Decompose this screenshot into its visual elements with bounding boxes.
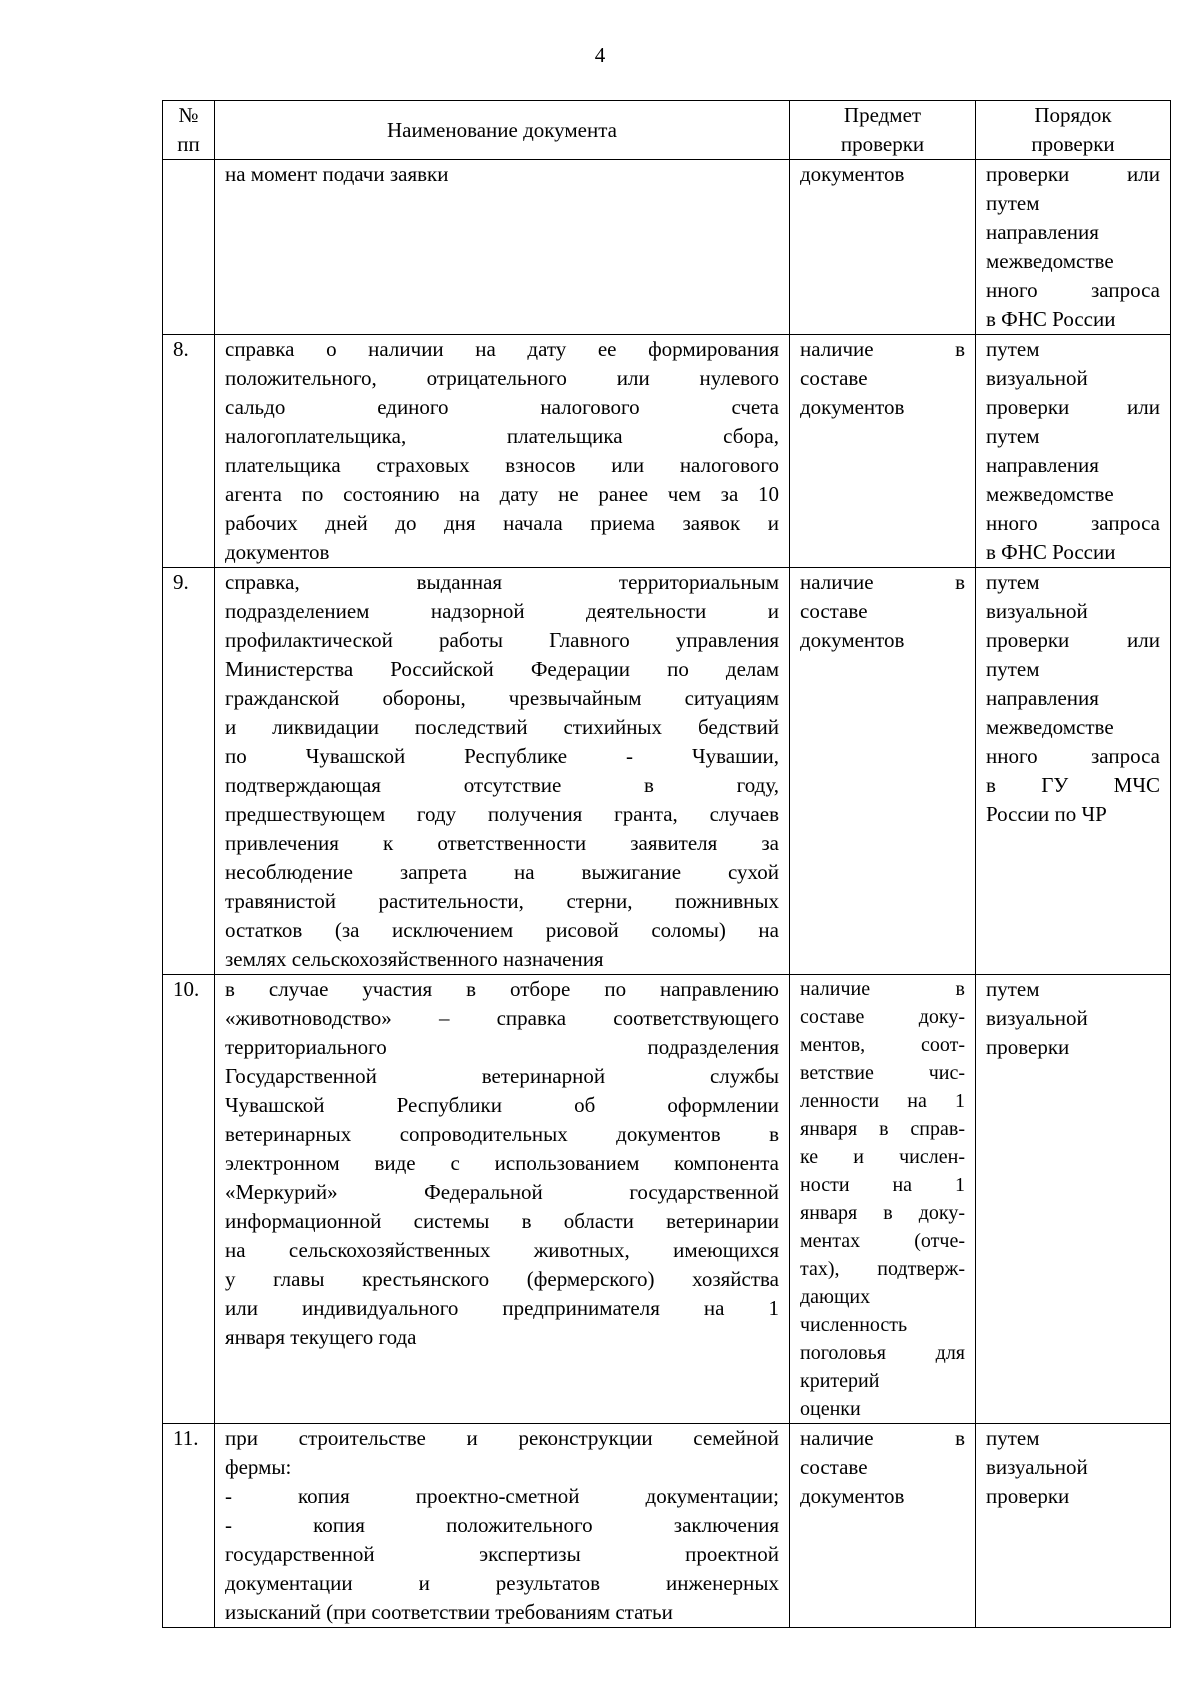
check-subject-line: ментов, соот- — [800, 1034, 965, 1056]
document-name-line: справка о наличии на дату ее формирования — [225, 337, 779, 361]
check-subject-line: января в справ- — [800, 1118, 965, 1140]
header-document-name — [215, 101, 790, 160]
check-order-line: проверки или — [986, 395, 1160, 419]
document-name-line: на момент подачи заявки — [225, 162, 449, 186]
document-name-line: государственной экспертизы проектной — [225, 1542, 779, 1566]
row-number: 11. — [163, 1424, 215, 1628]
check-subject-line: составе — [800, 366, 868, 390]
check-order-line: визуальной — [986, 366, 1088, 390]
document-name-line: плательщика страховых взносов или налогового — [225, 453, 779, 477]
check-subject-line: наличие в — [800, 1426, 965, 1450]
check-subject-line: января в доку- — [800, 1202, 965, 1224]
check-subject-cell — [790, 335, 976, 568]
table-row — [163, 1424, 1171, 1628]
document-name-line: у главы крестьянского (фермерского) хозяйства — [225, 1267, 779, 1291]
document-name-line: электронном виде с использованием компонента — [225, 1151, 779, 1175]
check-subject-line: наличие в — [800, 337, 965, 361]
header-check-order — [976, 101, 1171, 160]
check-order-line: нного запроса — [986, 511, 1160, 535]
check-order-line: путем — [986, 424, 1040, 448]
check-order-line: проверки или — [986, 628, 1160, 652]
check-order-line: путем — [986, 191, 1040, 215]
document-name-line: документов — [225, 540, 330, 564]
header-order-line: Порядок — [1034, 103, 1112, 127]
check-order-line: направления — [986, 453, 1099, 477]
document-name-line: гражданской обороны, чрезвычайным ситуациям — [225, 686, 779, 710]
document-name-line: и ликвидации последствий стихийных бедствий — [225, 715, 779, 739]
check-subject-line: составе — [800, 1455, 868, 1479]
check-subject-line: наличие в — [800, 570, 965, 594]
table-header-row — [163, 101, 1171, 160]
check-order-cell — [976, 568, 1171, 975]
header-document-name-text: Наименование документа — [387, 117, 617, 142]
document-name-line: положительного, отрицательного или нулевого — [225, 366, 779, 390]
check-order-cell — [976, 975, 1171, 1424]
header-number-line: пп — [177, 132, 200, 156]
document-name-line: изысканий (при соответствии требованиям статьи — [225, 1600, 673, 1624]
header-order-line: проверки — [1031, 132, 1115, 156]
check-order-cell — [976, 335, 1171, 568]
check-order-line: межведомстве — [986, 249, 1114, 273]
document-name-line: сальдо единого налогового счета — [225, 395, 779, 419]
document-name-line: информационной системы в области ветеринарии — [225, 1209, 779, 1233]
check-subject-cell — [790, 975, 976, 1424]
check-subject-cell — [790, 1424, 976, 1628]
check-order-line: нного запроса — [986, 744, 1160, 768]
document-name-cell — [215, 975, 790, 1424]
document-name-line: землях сельскохозяйственного назначения — [225, 947, 604, 971]
table-row — [163, 335, 1171, 568]
check-order-line: проверки — [986, 1484, 1070, 1508]
document-name-line: Министерства Российской Федерации по делам — [225, 657, 779, 681]
check-subject-line: оценки — [800, 1398, 861, 1420]
document-name-cell — [215, 160, 790, 335]
document-check-table — [162, 100, 1171, 1628]
check-subject-line: документов — [800, 395, 905, 419]
check-subject-line: поголовья для — [800, 1342, 965, 1364]
check-order-line: визуальной — [986, 1455, 1088, 1479]
document-name-line: рабочих дней до дня начала приема заявок и — [225, 511, 779, 535]
header-subject-line: проверки — [840, 132, 925, 156]
check-subject-cell — [790, 160, 976, 335]
document-name-line: травянистой растительности, стерни, пожнивных — [225, 889, 779, 913]
check-subject-line: дающих — [800, 1286, 871, 1308]
header-check-subject — [790, 101, 976, 160]
table-row — [163, 568, 1171, 975]
document-name-line: при строительстве и реконструкции семейной — [225, 1426, 779, 1450]
check-subject-line: составе — [800, 599, 868, 623]
document-name-line: или индивидуального предпринимателя на 1 — [225, 1296, 779, 1320]
table-row — [163, 975, 1171, 1424]
document-name-cell — [215, 1424, 790, 1628]
check-order-line: в ФНС России — [986, 307, 1116, 331]
check-order-line: путем — [986, 570, 1040, 594]
document-name-line: «животноводство» – справка соответствующего — [225, 1006, 779, 1030]
document-name-line: налогоплательщика, плательщика сбора, — [225, 424, 779, 448]
document-name-line: ветеринарных сопроводительных документов в — [225, 1122, 779, 1146]
document-name-line: Государственной ветеринарной службы — [225, 1064, 779, 1088]
document-name-line: справка, выданная территориальным — [225, 570, 779, 594]
check-order-line: межведомстве — [986, 482, 1114, 506]
check-subject-line: ветствие чис- — [800, 1062, 965, 1084]
check-subject-line: критерий — [800, 1370, 880, 1392]
check-order-line: проверки или — [986, 162, 1160, 186]
check-order-line: межведомстве — [986, 715, 1114, 739]
check-order-cell — [976, 1424, 1171, 1628]
table-row — [163, 160, 1171, 335]
row-number: 9. — [163, 568, 215, 975]
check-order-line: путем — [986, 337, 1040, 361]
check-order-cell — [976, 160, 1171, 335]
document-name-cell — [215, 568, 790, 975]
document-name-line: территориального подразделения — [225, 1035, 779, 1059]
check-subject-line: наличие в — [800, 978, 965, 1000]
header-number-line: № — [178, 103, 199, 127]
check-subject-line: ментах (отче- — [800, 1230, 965, 1252]
check-order-line: нного запроса — [986, 278, 1160, 302]
check-order-line: России по ЧР — [986, 802, 1107, 826]
document-name-line: агента по состоянию на дату не ранее чем за 10 — [225, 482, 779, 506]
page-number: 4 — [594, 43, 606, 67]
document-name-line: остатков (за исключением рисовой соломы) на — [225, 918, 779, 942]
check-order-line: путем — [986, 657, 1040, 681]
check-order-line: в ГУ МЧС — [986, 773, 1160, 797]
document-name-line: по Чувашской Республике - Чувашии, — [225, 744, 779, 768]
row-number — [163, 160, 215, 335]
check-order-line: направления — [986, 686, 1099, 710]
document-name-line: предшествующем году получения гранта, случаев — [225, 802, 779, 826]
document-name-line: января текущего года — [225, 1325, 417, 1349]
check-order-line: путем — [986, 1426, 1040, 1450]
document-name-line: подразделением надзорной деятельности и — [225, 599, 779, 623]
check-subject-line: тах), подтверж- — [800, 1258, 965, 1280]
document-name-line: профилактической работы Главного управления — [225, 628, 779, 652]
check-subject-line: документов — [800, 162, 905, 186]
document-name-line: привлечения к ответственности заявителя за — [225, 831, 779, 855]
check-order-line: визуальной — [986, 599, 1088, 623]
document-name-line: подтверждающая отсутствие в году, — [225, 773, 779, 797]
document-name-cell — [215, 335, 790, 568]
check-subject-line: численность — [800, 1314, 908, 1336]
document-name-line: фермы: — [225, 1455, 292, 1479]
check-subject-line: документов — [800, 1484, 905, 1508]
check-order-line: визуальной — [986, 1006, 1088, 1030]
header-number — [163, 101, 215, 160]
document-name-line: документации и результатов инженерных — [225, 1571, 779, 1595]
check-order-line: проверки — [986, 1035, 1070, 1059]
check-order-line: путем — [986, 977, 1040, 1001]
check-subject-cell — [790, 568, 976, 975]
document-name-line: «Меркурий» Федеральной государственной — [225, 1180, 779, 1204]
document-name-line: Чувашской Республики об оформлении — [225, 1093, 779, 1117]
check-order-line: в ФНС России — [986, 540, 1116, 564]
document-name-line: - копия положительного заключения — [225, 1513, 779, 1537]
check-subject-line: составе доку- — [800, 1006, 965, 1028]
check-subject-line: документов — [800, 628, 905, 652]
row-number: 10. — [163, 975, 215, 1424]
document-name-line: - копия проектно-сметной документации; — [225, 1484, 779, 1508]
document-name-line: несоблюдение запрета на выжигание сухой — [225, 860, 779, 884]
document-name-line: в случае участия в отборе по направлению — [225, 977, 779, 1001]
check-subject-line: ке и числен- — [800, 1146, 965, 1168]
header-subject-line: Предмет — [843, 103, 922, 127]
document-name-line: на сельскохозяйственных животных, имеющихся — [225, 1238, 779, 1262]
row-number: 8. — [163, 335, 215, 568]
check-subject-line: ности на 1 — [800, 1174, 965, 1196]
check-subject-line: ленности на 1 — [800, 1090, 965, 1112]
table-body — [163, 160, 1171, 1628]
check-order-line: направления — [986, 220, 1099, 244]
